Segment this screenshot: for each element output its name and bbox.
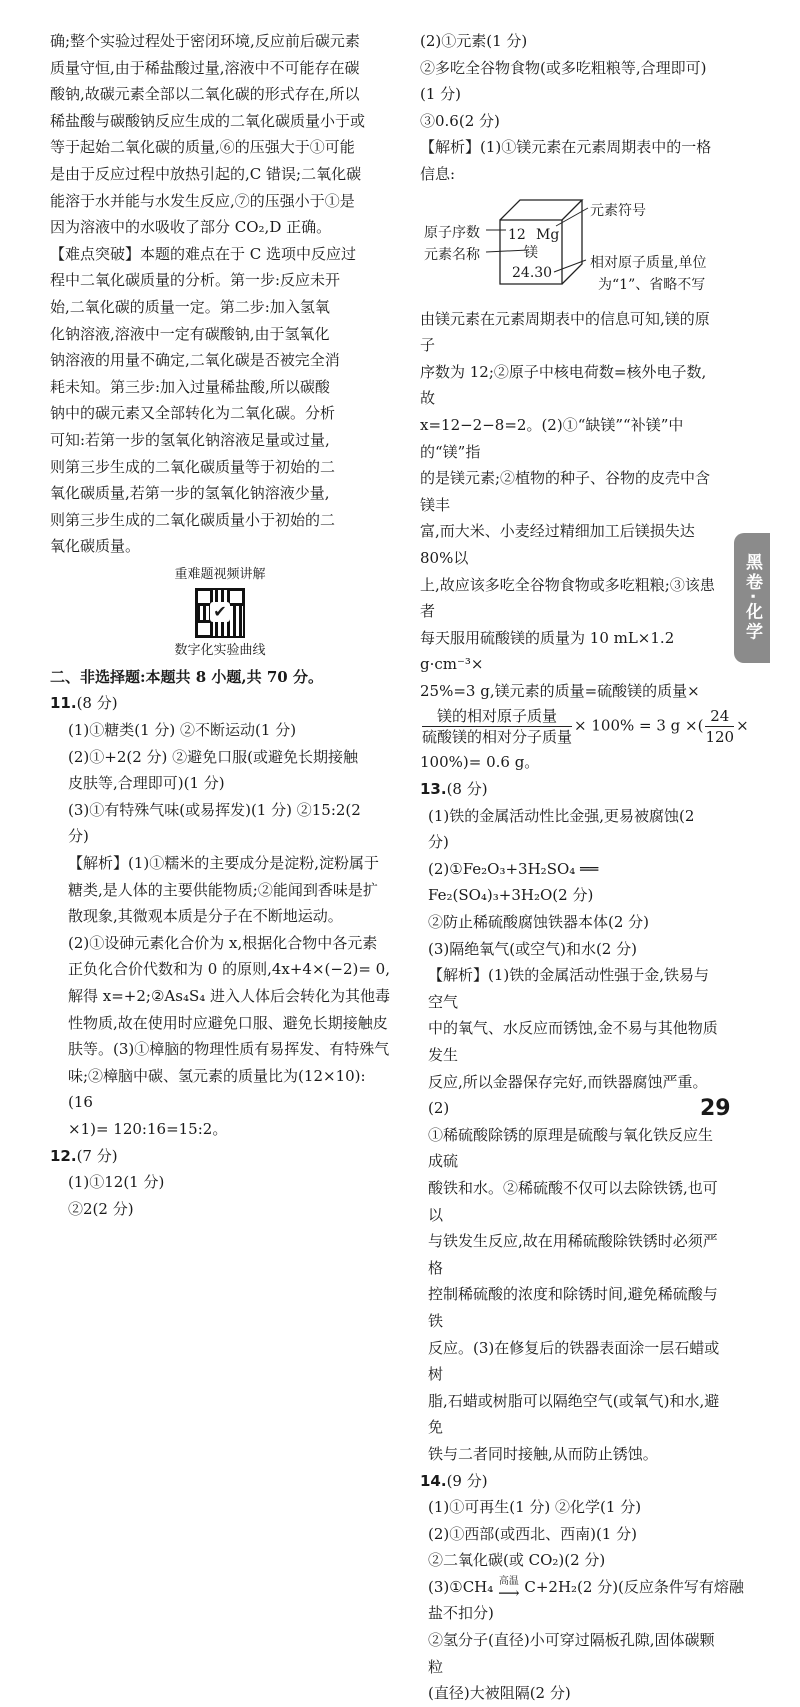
equation-line [428,1574,744,1602]
answer-line: ②防止稀硫酸腐蚀铁器本体(2 分) [428,913,650,932]
section-heading: 二、非选择题:本题共 8 小题,共 70 分。 [50,667,323,686]
question-12 [50,1143,390,1223]
question-number: 11. [50,694,77,713]
fraction-numerator: 镁的相对原子质量 [422,706,572,727]
answer-line: (1)①糖类(1 分) ②不断运动(1 分) [68,721,297,740]
equation-end: C+2H₂(2 分)(反应条件写有熔融 [524,1577,744,1596]
analysis-line: 【解析】(1)①糯米的主要成分是淀粉,淀粉属于 [68,854,380,873]
analysis-line: 脂,石蜡或树脂可以隔绝空气(或氧气)和水,避免 [428,1391,720,1437]
reaction-arrow-icon: ⟶ [498,1583,520,1602]
difficulty-note-line: 【难点突破】本题的难点在于 C 选项中反应过 [50,244,357,263]
analysis-line: ×1)= 120:16=15:2。 [68,1119,228,1138]
analysis-line: 与铁发生反应,故在用稀硫酸除铁锈时必须严格 [428,1232,718,1277]
text-line: 确;整个实验过程处于密闭环境,反应前后碳元素 [50,32,360,50]
formula-middle: × 100% = 3 g ×( [574,716,704,735]
qr-title: 重难题视频讲解 [174,566,266,582]
text-line: 可知:若第一步的氢氧化钠溶液足量或过量, [50,430,330,449]
answer-line: ②2(2 分) [68,1199,134,1218]
analysis-line: 富,而大米、小麦经过精细加工后镁损失达 80%以 [420,522,695,567]
analysis-line: 【解析】(1)铁的金属活动性强于金,铁易与空气 [428,966,710,1011]
analysis-line: 序数为 12;②原子中核电荷数=核外电子数,故 [420,362,707,408]
question-number: 14. [420,1471,447,1490]
qr-code-icon[interactable] [195,588,245,638]
analysis-line: ①稀硫酸除锈的原理是硫酸与氧化铁反应生成硫 [428,1125,714,1171]
analysis-line: 反应,所以金器保存完好,而铁器腐蚀严重。(2) [428,1072,708,1118]
answer-line: 分) [68,827,89,846]
analysis-line: 控制稀硫酸的浓度和除锈时间,避免稀硫酸与铁 [428,1285,718,1330]
answer-line: (2)①元素(1 分) [420,32,528,50]
answer-line: (1)①可再生(1 分) ②化学(1 分) [428,1498,642,1517]
analysis-line: 中的氧气、水反应而锈蚀,金不易与其他物质发生 [428,1019,718,1064]
qr-caption: 数字化实验曲线 [174,642,266,658]
answer-line: 皮肤等,合理即可)(1 分) [68,774,225,793]
analysis-line: 解得 x=+2;②As₄S₄ 进入人体后会转化为其他毒 [68,987,391,1005]
label-element-name: 元素名称 [424,246,480,263]
text-line: 始,二氧化碳的质量一定。第二步:加入氢氧 [50,297,330,316]
question-score: (7 分) [76,1146,118,1165]
left-column [50,28,390,1222]
reaction-condition [498,1575,520,1602]
fraction [422,706,572,747]
analysis-line: x=12−2−8=2。(2)①“缺镁”“补镁”中的“镁”指 [420,415,684,461]
answer-line: ②氢分子(直径)小可穿过隔板孔隙,固体碳颗粒 [428,1631,715,1676]
fraction-formula [420,706,749,747]
element-symbol: Mg [536,226,560,243]
formula-end: × [736,716,749,735]
text-line: 则第三步生成的二氧化碳质量小于初始的二 [50,510,336,529]
text-line: 耗未知。第三步:加入过量稀盐酸,所以碳酸 [50,377,330,396]
element-name: 镁 [524,244,538,261]
text-line: 质量守恒,由于稀盐酸过量,溶液中不可能存在碳 [50,58,360,77]
atomic-number: 12 [508,226,526,243]
question-number: 12. [50,1146,77,1165]
analysis-line: 上,故应该多吃全谷物食物或多吃粗粮;③该患者 [420,575,715,621]
answer-line: (2)①+2(2 分) ②避免口服(或避免长期接触 [68,747,358,766]
question-score: (8 分) [446,780,488,799]
analysis-line: 散现象,其微观本质是分子在不断地运动。 [68,907,343,926]
subject-side-tab: 黑卷·化学 [734,533,770,663]
analysis-line: 性物质,故在使用时应避免口服、避免长期接触皮 [68,1013,388,1032]
text-line: 酸钠,故碳元素全部以二氧化碳的形式存在,所以 [50,85,360,104]
answer-line: (2)①西部(或西北、西南)(1 分) [428,1524,637,1543]
text-line: 钠中的碳元素又全部转化为二氧化碳。分析 [50,404,336,423]
atomic-mass: 24.30 [512,264,553,281]
answer-line: ②二氧化碳(或 CO₂)(2 分) [428,1551,606,1570]
analysis-line: 【解析】(1)①镁元素在元素周期表中的一格 [420,138,712,157]
label-symbol: 元素符号 [590,202,646,219]
question-14 [420,1468,744,1707]
text-line: 是由于反应过程中放热引起的,C 错误;二氧化碳 [50,164,362,183]
fraction-small [705,706,734,747]
answer-line: (1 分) [420,85,462,104]
label-mass-line1: 相对原子质量,单位 [590,254,707,271]
answer-line: (1)①12(1 分) [68,1173,165,1192]
video-qr-block[interactable] [50,566,390,660]
fraction-small-denominator: 120 [705,728,735,747]
answer-line: (3)隔绝氧气(或空气)和水(2 分) [428,939,637,958]
page-number: 29 [700,1096,731,1121]
answer-line: ③0.6(2 分) [420,111,500,130]
answer-line: 盐不扣分) [428,1604,494,1623]
answer-continuation [50,28,390,560]
analysis-line: 正负化合价代数和为 0 的原则,4x+4×(−2)= 0, [68,960,390,979]
analysis-line: 酸铁和水。②稀硫酸不仅可以去除铁锈,也可以 [428,1178,718,1224]
question-score: (8 分) [76,694,118,713]
text-line: 化钠溶液,溶液中一定有碳酸钠,由于氢氧化 [50,324,330,343]
right-column [420,28,749,1707]
condition-text: 高温 [498,1575,519,1587]
analysis-line: 由镁元素在元素周期表中的信息可知,镁的原子 [420,309,710,355]
text-line: 能溶于水并能与水发生反应,⑦的压强小于①是 [50,191,355,210]
question-11 [50,690,390,1142]
answer-line: (1)铁的金属活动性比金强,更易被腐蚀(2 分) [428,806,695,852]
text-line: 则第三步生成的二氧化碳质量等于初始的二 [50,457,336,476]
question-13 [420,776,720,1467]
analysis-line: 肤等。(3)①樟脑的物理性质有易挥发、有特殊气 [68,1040,390,1059]
equation-start: (3)①CH₄ [428,1577,494,1596]
answer-line: (3)①有特殊气味(或易挥发)(1 分) ②15:2(2 [68,800,361,819]
periodic-cell-diagram [420,192,720,300]
fraction-denominator: 硫酸镁的相对分子质量 [422,728,573,747]
analysis-line: (2)①设砷元素化合价为 x,根据化合物中各元素 [68,933,378,952]
answer-line: (直径)大被阻隔(2 分) [428,1684,571,1703]
check-icon: ✔ [210,602,230,622]
text-line: 氧化碳质量。 [50,537,141,556]
analysis-line: 信息: [420,164,456,183]
label-atomic-number: 原子序数 [424,224,480,241]
text-line: 等于起始二氧化碳的质量,⑥的压强大于①可能 [50,138,355,157]
fraction-small-numerator: 24 [705,706,734,727]
text-line: 氧化碳质量,若第一步的氢氧化钠溶液少量, [50,484,330,503]
text-line: 程中二氧化碳质量的分析。第一步:反应未开 [50,271,341,290]
analysis-line: 反应。(3)在修复后的铁器表面涂一层石蜡或树 [428,1338,720,1384]
answer-line: (2)①Fe₂O₃+3H₂SO₄ ══ Fe₂(SO₄)₃+3H₂O(2 分) [428,859,599,905]
question-number: 13. [420,780,447,799]
text-line: 钠溶液的用量不确定,二氧化碳是否被完全消 [50,351,340,370]
analysis-line: 每天服用硫酸镁的质量为 10 mL×1.2 g·cm⁻³× [420,628,675,674]
formula-result: 100%)= 0.6 g。 [420,753,540,772]
text-line: 因为溶液中的水吸收了部分 CO₂,D 正确。 [50,218,332,237]
analysis-line: 铁与二者同时接触,从而防止锈蚀。 [428,1444,658,1463]
label-mass-line2: 为“1”、省略不写 [598,276,706,293]
analysis-line: 糖类,是人体的主要供能物质;②能闻到香味是扩 [68,880,378,899]
answer-line: ②多吃全谷物食物(或多吃粗粮等,合理即可) [420,58,707,77]
question-score: (9 分) [446,1471,488,1490]
analysis-line: 25%=3 g,镁元素的质量=硫酸镁的质量× [420,681,700,700]
analysis-line: 味;②樟脑中碳、氢元素的质量比为(12×10):(16 [68,1066,366,1112]
analysis-line: 的是镁元素;②植物的种子、谷物的皮壳中含镁丰 [420,469,711,514]
text-line: 稀盐酸与碳酸钠反应生成的二氧化碳质量小于或 [50,111,366,130]
